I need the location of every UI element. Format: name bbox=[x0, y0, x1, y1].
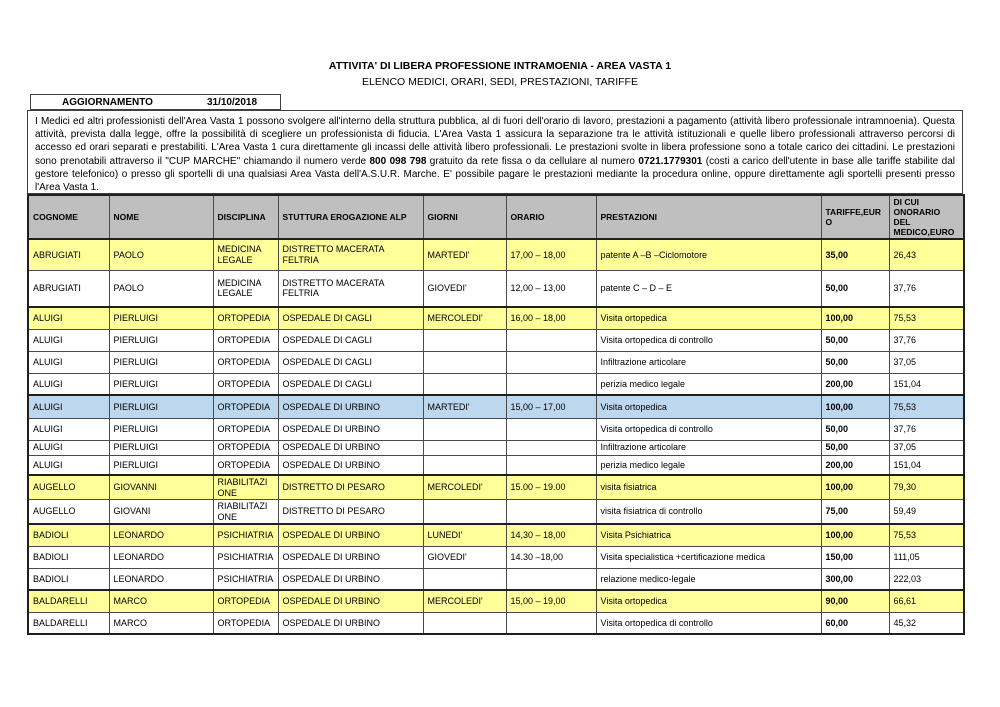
table-row bbox=[28, 418, 964, 440]
cell-disciplina: MEDICINA LEGALE bbox=[213, 270, 278, 307]
cell-disciplina: ORTOPEDIA bbox=[213, 440, 278, 455]
cell-cognome: BADIOLI bbox=[28, 524, 109, 546]
cell-cognome: BALDARELLI bbox=[28, 612, 109, 634]
cell-struttura: OSPEDALE DI CAGLI bbox=[278, 373, 423, 395]
doctors-table bbox=[27, 194, 965, 635]
cell-prestazioni: perizia medico legale bbox=[596, 455, 821, 475]
intro-phone-mobile-number: 0721.1779301 bbox=[638, 155, 703, 167]
cell-nome: PIERLUIGI bbox=[109, 418, 213, 440]
cell-onorario: 66,61 bbox=[889, 590, 964, 612]
cell-disciplina: PSICHIATRIA bbox=[213, 524, 278, 546]
cell-orario bbox=[506, 418, 596, 440]
cell-struttura: OSPEDALE DI CAGLI bbox=[278, 351, 423, 373]
cell-disciplina: ORTOPEDIA bbox=[213, 612, 278, 634]
header-cognome: COGNOME bbox=[28, 195, 109, 239]
cell-cognome: ALUIGI bbox=[28, 395, 109, 418]
cell-struttura: OSPEDALE DI URBINO bbox=[278, 440, 423, 455]
header-prestazioni: PRESTAZIONI bbox=[596, 195, 821, 239]
cell-tariffa: 200,00 bbox=[821, 373, 889, 395]
cell-disciplina: ORTOPEDIA bbox=[213, 373, 278, 395]
intro-part-1: I Medici ed altri professionisti dell'Area Vasta 1 possono svolgere all'interno della struttura pubblica, al di fuori dell'orario di lavoro, prestazioni a pagamento (attività libero professionale intramnoenia). Questa attività, prevista dalla legge, offre la possibilità di scegliere un professionista di fiducia. L'Area Vasta 1 assicura la separazione tra le attività istituzionali e quelle libero professionali attraverso percorsi di accesso ed orari separati e prestabiliti. L'Area Vasta 1 cura direttamente gli incassi delle attività libero professionali. Le prestazioni svolte in libera professione sono a totale carico dei cittadini. Le prestazioni sono prenotabili attraverso il "CUP MARCHE" chiamando il numero verde bbox=[35, 116, 955, 167]
cell-cognome: BADIOLI bbox=[28, 546, 109, 568]
cell-giorni: MERCOLEDI' bbox=[423, 475, 506, 500]
cell-onorario: 37,76 bbox=[889, 270, 964, 307]
cell-giorni bbox=[423, 373, 506, 395]
cell-struttura: OSPEDALE DI URBINO bbox=[278, 590, 423, 612]
cell-struttura: OSPEDALE DI URBINO bbox=[278, 395, 423, 418]
cell-cognome: AUGELLO bbox=[28, 475, 109, 500]
cell-onorario: 37,76 bbox=[889, 329, 964, 351]
cell-prestazioni: Visita ortopedica di controllo bbox=[596, 612, 821, 634]
table-row bbox=[28, 475, 964, 500]
cell-onorario: 75,53 bbox=[889, 524, 964, 546]
table-row bbox=[28, 546, 964, 568]
update-label: AGGIORNAMENTO bbox=[62, 96, 153, 108]
cell-struttura: OSPEDALE DI URBINO bbox=[278, 524, 423, 546]
cell-nome: PIERLUIGI bbox=[109, 455, 213, 475]
cell-tariffa: 50,00 bbox=[821, 270, 889, 307]
cell-orario: 17,00 – 18,00 bbox=[506, 239, 596, 270]
cell-struttura: OSPEDALE DI URBINO bbox=[278, 568, 423, 590]
cell-tariffa: 100,00 bbox=[821, 524, 889, 546]
cell-giorni bbox=[423, 351, 506, 373]
page-subtitle: ELENCO MEDICI, ORARI, SEDI, PRESTAZIONI, TARIFFE bbox=[362, 76, 638, 88]
cell-nome: PIERLUIGI bbox=[109, 307, 213, 329]
cell-struttura: OSPEDALE DI URBINO bbox=[278, 418, 423, 440]
cell-giorni bbox=[423, 329, 506, 351]
intro-part-2: gratuito da rete fissa o da cellulare al numero bbox=[426, 155, 639, 167]
table-row bbox=[28, 239, 964, 270]
cell-prestazioni: Visita Psichiatrica bbox=[596, 524, 821, 546]
table-row bbox=[28, 351, 964, 373]
cell-onorario: 37,05 bbox=[889, 351, 964, 373]
cell-prestazioni: Visita ortopedica di controllo bbox=[596, 329, 821, 351]
cell-orario: 16,00 – 18,00 bbox=[506, 307, 596, 329]
cell-disciplina: ORTOPEDIA bbox=[213, 418, 278, 440]
cell-onorario: 37,05 bbox=[889, 440, 964, 455]
cell-nome: PIERLUIGI bbox=[109, 351, 213, 373]
cell-cognome: ALUIGI bbox=[28, 351, 109, 373]
cell-giorni: GIOVEDI' bbox=[423, 546, 506, 568]
cell-prestazioni: Infiltrazione articolare bbox=[596, 440, 821, 455]
cell-orario bbox=[506, 500, 596, 525]
cell-onorario: 151,04 bbox=[889, 373, 964, 395]
cell-giorni: GIOVEDI' bbox=[423, 270, 506, 307]
cell-nome: GIOVANI bbox=[109, 500, 213, 525]
cell-disciplina: RIABILITAZIONE bbox=[213, 500, 278, 525]
cell-onorario: 79,30 bbox=[889, 475, 964, 500]
cell-nome: PIERLUIGI bbox=[109, 395, 213, 418]
cell-disciplina: RIABILITAZIONE bbox=[213, 475, 278, 500]
update-box bbox=[30, 94, 281, 110]
doctors-table-body bbox=[28, 239, 964, 634]
cell-tariffa: 50,00 bbox=[821, 329, 889, 351]
cell-orario bbox=[506, 351, 596, 373]
table-row bbox=[28, 612, 964, 634]
cell-tariffa: 200,00 bbox=[821, 455, 889, 475]
cell-tariffa: 75,00 bbox=[821, 500, 889, 525]
cell-prestazioni: relazione medico-legale bbox=[596, 568, 821, 590]
cell-tariffa: 50,00 bbox=[821, 351, 889, 373]
cell-disciplina: PSICHIATRIA bbox=[213, 546, 278, 568]
cell-giorni bbox=[423, 500, 506, 525]
cell-prestazioni: Visita ortopedica bbox=[596, 307, 821, 329]
cell-onorario: 75,53 bbox=[889, 307, 964, 329]
header-onorario: DI CUI ONORARIO DEL MEDICO,EURO bbox=[889, 195, 964, 239]
cell-cognome: ALUIGI bbox=[28, 455, 109, 475]
cell-nome: PIERLUIGI bbox=[109, 373, 213, 395]
cell-disciplina: ORTOPEDIA bbox=[213, 307, 278, 329]
cell-struttura: OSPEDALE DI CAGLI bbox=[278, 307, 423, 329]
cell-struttura: OSPEDALE DI CAGLI bbox=[278, 329, 423, 351]
cell-orario bbox=[506, 329, 596, 351]
intro-phone-green-number: 800 098 798 bbox=[369, 155, 427, 167]
cell-disciplina: ORTOPEDIA bbox=[213, 395, 278, 418]
cell-orario bbox=[506, 440, 596, 455]
cell-nome: PAOLO bbox=[109, 239, 213, 270]
cell-cognome: ALUIGI bbox=[28, 440, 109, 455]
table-row bbox=[28, 270, 964, 307]
cell-tariffa: 50,00 bbox=[821, 418, 889, 440]
cell-orario: 15,00 – 19,00 bbox=[506, 590, 596, 612]
cell-prestazioni: visita fisiatrica di controllo bbox=[596, 500, 821, 525]
cell-prestazioni: Visita specialistica +certificazione medica bbox=[596, 546, 821, 568]
cell-onorario: 75,53 bbox=[889, 395, 964, 418]
cell-cognome: ALUIGI bbox=[28, 418, 109, 440]
cell-orario: 15,00 – 17,00 bbox=[506, 395, 596, 418]
cell-nome: MARCO bbox=[109, 612, 213, 634]
cell-disciplina: ORTOPEDIA bbox=[213, 590, 278, 612]
cell-nome: LEONARDO bbox=[109, 524, 213, 546]
cell-cognome: AUGELLO bbox=[28, 500, 109, 525]
title-block bbox=[0, 0, 1000, 89]
header-nome: NOME bbox=[109, 195, 213, 239]
cell-cognome: ABRUGIATI bbox=[28, 270, 109, 307]
cell-struttura: DISTRETTO DI PESARO bbox=[278, 475, 423, 500]
intro-part-3: (costi a carico dell'utente in base alle tariffe stabilite dal gestore telefonico) o presso gli sportelli di una qualsiasi Area Vasta dell'A.S.U.R. Marche. E' possibile pagare le prestazioni mediante la procedura online, oppure direttamente agli sportelli presenti presso l'Area Vasta 1. bbox=[35, 155, 955, 194]
header-tariffe: TARIFFE,EURO bbox=[821, 195, 889, 239]
cell-giorni bbox=[423, 440, 506, 455]
cell-disciplina: ORTOPEDIA bbox=[213, 351, 278, 373]
cell-prestazioni: Visita ortopedica bbox=[596, 590, 821, 612]
cell-nome: PAOLO bbox=[109, 270, 213, 307]
cell-giorni: MERCOLEDI' bbox=[423, 590, 506, 612]
cell-prestazioni: perizia medico legale bbox=[596, 373, 821, 395]
cell-orario bbox=[506, 455, 596, 475]
update-date: 31/10/2018 bbox=[206, 96, 258, 108]
cell-tariffa: 90,00 bbox=[821, 590, 889, 612]
table-row bbox=[28, 395, 964, 418]
cell-onorario: 59,49 bbox=[889, 500, 964, 525]
cell-disciplina: ORTOPEDIA bbox=[213, 455, 278, 475]
cell-prestazioni: patente C – D – E bbox=[596, 270, 821, 307]
cell-nome: LEONARDO bbox=[109, 568, 213, 590]
table-row bbox=[28, 568, 964, 590]
cell-giorni bbox=[423, 568, 506, 590]
table-row bbox=[28, 500, 964, 525]
cell-giorni: MERCOLEDI' bbox=[423, 307, 506, 329]
cell-orario: 12,00 – 13,00 bbox=[506, 270, 596, 307]
cell-struttura: OSPEDALE DI URBINO bbox=[278, 546, 423, 568]
cell-onorario: 222,03 bbox=[889, 568, 964, 590]
cell-tariffa: 300,00 bbox=[821, 568, 889, 590]
cell-tariffa: 50,00 bbox=[821, 440, 889, 455]
table-row bbox=[28, 590, 964, 612]
cell-prestazioni: Visita ortopedica bbox=[596, 395, 821, 418]
cell-prestazioni: Visita ortopedica di controllo bbox=[596, 418, 821, 440]
cell-nome: MARCO bbox=[109, 590, 213, 612]
intro-text bbox=[27, 110, 963, 194]
cell-cognome: BALDARELLI bbox=[28, 590, 109, 612]
table-row bbox=[28, 329, 964, 351]
cell-disciplina: MEDICINA LEGALE bbox=[213, 239, 278, 270]
cell-tariffa: 150,00 bbox=[821, 546, 889, 568]
table-row bbox=[28, 524, 964, 546]
cell-cognome: ABRUGIATI bbox=[28, 239, 109, 270]
table-row bbox=[28, 307, 964, 329]
cell-giorni: MARTEDI' bbox=[423, 395, 506, 418]
cell-onorario: 111,05 bbox=[889, 546, 964, 568]
cell-orario bbox=[506, 568, 596, 590]
page-title: ATTIVITA' DI LIBERA PROFESSIONE INTRAMOENIA - AREA VASTA 1 bbox=[328, 60, 672, 72]
cell-orario: 15.00 – 19.00 bbox=[506, 475, 596, 500]
cell-tariffa: 100,00 bbox=[821, 395, 889, 418]
cell-orario: 14,30 – 18,00 bbox=[506, 524, 596, 546]
cell-prestazioni: patente A –B –Ciclomotore bbox=[596, 239, 821, 270]
cell-cognome: ALUIGI bbox=[28, 373, 109, 395]
cell-struttura: OSPEDALE DI URBINO bbox=[278, 455, 423, 475]
cell-onorario: 37,76 bbox=[889, 418, 964, 440]
cell-giorni bbox=[423, 418, 506, 440]
cell-tariffa: 100,00 bbox=[821, 307, 889, 329]
cell-nome: LEONARDO bbox=[109, 546, 213, 568]
cell-nome: PIERLUIGI bbox=[109, 329, 213, 351]
cell-tariffa: 60,00 bbox=[821, 612, 889, 634]
cell-cognome: ALUIGI bbox=[28, 329, 109, 351]
table-header-row bbox=[28, 195, 964, 239]
cell-orario bbox=[506, 373, 596, 395]
cell-struttura: DISTRETTO DI PESARO bbox=[278, 500, 423, 525]
cell-nome: GIOVANNI bbox=[109, 475, 213, 500]
cell-giorni bbox=[423, 612, 506, 634]
cell-nome: PIERLUIGI bbox=[109, 440, 213, 455]
header-giorni: GIORNI bbox=[423, 195, 506, 239]
cell-tariffa: 35,00 bbox=[821, 239, 889, 270]
header-disciplina: DISCIPLINA bbox=[213, 195, 278, 239]
cell-tariffa: 100,00 bbox=[821, 475, 889, 500]
cell-prestazioni: Infiltrazione articolare bbox=[596, 351, 821, 373]
cell-disciplina: ORTOPEDIA bbox=[213, 329, 278, 351]
cell-struttura: OSPEDALE DI URBINO bbox=[278, 612, 423, 634]
cell-struttura: DISTRETTO MACERATA FELTRIA bbox=[278, 239, 423, 270]
table-row bbox=[28, 440, 964, 455]
cell-orario: 14.30 –18,00 bbox=[506, 546, 596, 568]
cell-onorario: 151,04 bbox=[889, 455, 964, 475]
cell-prestazioni: visita fisiatrica bbox=[596, 475, 821, 500]
header-orario: ORARIO bbox=[506, 195, 596, 239]
table-row bbox=[28, 373, 964, 395]
cell-orario bbox=[506, 612, 596, 634]
table-row bbox=[28, 455, 964, 475]
cell-giorni: LUNEDI' bbox=[423, 524, 506, 546]
cell-cognome: BADIOLI bbox=[28, 568, 109, 590]
cell-onorario: 26,43 bbox=[889, 239, 964, 270]
cell-onorario: 45,32 bbox=[889, 612, 964, 634]
cell-giorni: MARTEDI' bbox=[423, 239, 506, 270]
cell-struttura: DISTRETTO MACERATA FELTRIA bbox=[278, 270, 423, 307]
cell-disciplina: PSICHIATRIA bbox=[213, 568, 278, 590]
cell-cognome: ALUIGI bbox=[28, 307, 109, 329]
header-struttura: STUTTURA EROGAZIONE ALP bbox=[278, 195, 423, 239]
cell-giorni bbox=[423, 455, 506, 475]
